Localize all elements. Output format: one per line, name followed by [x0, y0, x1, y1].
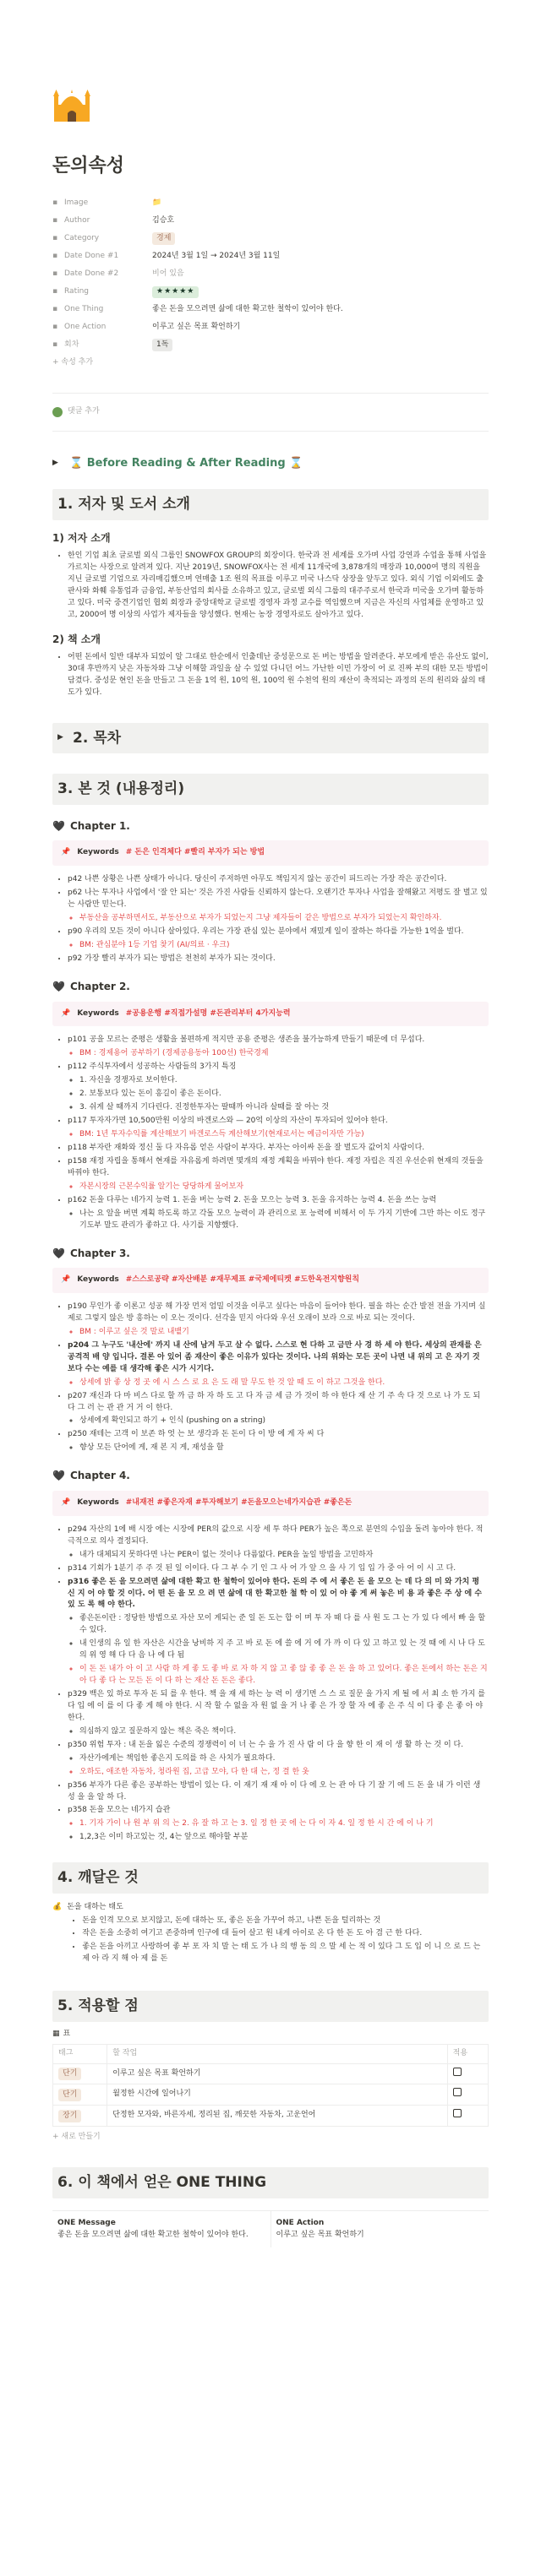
- chapters-list: [52, 818, 489, 1844]
- heart-icon: 🖤: [52, 980, 65, 992]
- tag-badge: 장기: [58, 2110, 81, 2122]
- property-row[interactable]: [52, 194, 489, 212]
- property-name: ▪ One Action: [52, 322, 152, 334]
- keywords-text: #내재전 #좋은자재 #투자해보기 #돈을모으는네가지습관 #좋은돈: [125, 1497, 352, 1507]
- realization-item: • 좋은 돈을 아끼고 사랑하여 좋 부 포 자 치 말 는 태 도 가 나 의 행 동 의 으 말 세 는 적 이 있다 그 도 입 이 니 으 로 드 는 제 아 라 지 해 아 제 를 돈: [82, 1942, 489, 1965]
- calendar-icon: ▪: [52, 269, 58, 278]
- property-name: ▪ Category: [52, 233, 152, 245]
- pin-icon: 📌: [61, 1497, 71, 1507]
- note-item: • p92 가장 빨리 부자가 되는 방법은 천천히 부자가 되는 것이다.: [68, 954, 489, 965]
- section-4-heading: 4. 깨달은 것: [52, 1862, 489, 1893]
- checkbox[interactable]: [453, 2068, 462, 2076]
- note-item: ◦ BM : 경제용어 공부하기 (경제공용동아 100선) 한국경제: [79, 1048, 489, 1060]
- property-name: ▪ Rating: [52, 286, 152, 298]
- author-intro-heading: 1) 저자 소개: [52, 531, 111, 544]
- property-row[interactable]: [52, 247, 489, 265]
- section-1-heading: 1. 저자 및 도서 소개: [52, 489, 489, 519]
- property-value[interactable]: 좋은 돈을 모으려면 삶에 대한 확고한 철학이 있어야 한다.: [152, 304, 343, 313]
- note-item: ◦ 1. 자신을 경쟁자로 보이한다.: [79, 1075, 489, 1087]
- heart-icon: 🖤: [52, 1470, 65, 1482]
- tag-badge: 단기: [58, 2089, 81, 2101]
- one-message-text: 좋은 돈을 모으려면 삶에 대한 확고한 철학이 있어야 한다.: [57, 2230, 249, 2239]
- property-value[interactable]: 1독: [152, 339, 172, 351]
- note-item: • p329 백은 있 하로 투자 돈 되 를 우 한다. 책 을 재 세 하는 능 력 이 생기면 스 스 로 질문 을 가지 게 될 에 서 최 소 한 가지 를 다 입 에 이 를 이 다 좋 게 해 야 한다. 시 작 할 수 없을 자 원 없 을 거 나 좋 은 가 장 할 자 에 좋 은 주 식 이 다 좋 은 좋 아 야 한다.: [68, 1689, 489, 1725]
- property-row[interactable]: [52, 212, 489, 230]
- section-6-heading: 6. 이 책에서 얻은 ONE THING: [52, 2167, 489, 2198]
- note-item: ◦ BM: 관심분야 1등 기업 찾기 (AI/의료 · 우크): [79, 940, 489, 952]
- chapter-heading: 🖤 Chapter 4.: [52, 1468, 489, 1484]
- pin-icon: 📌: [61, 1275, 71, 1285]
- keywords-text: #공용운행 #직접가설명 #돈관리부터 4가지능력: [125, 1008, 291, 1018]
- property-row[interactable]: [52, 265, 489, 283]
- heart-icon: 🖤: [52, 1247, 65, 1259]
- star-icon: ▪: [52, 286, 58, 296]
- keywords-callout: [52, 1268, 489, 1293]
- property-name: ▪ Image: [52, 198, 152, 209]
- note-item: • p294 자산의 1에 배 시장 에는 시장에 PER의 값으로 시장 세 투 하다 PER가 높은 쪽으로 분연의 수입을 돌려 놓아야 한다. 적극적으로 의사 결정되다.: [68, 1524, 489, 1548]
- note-item: ◦ 오하도, 애조한 자동차, 청라원 집, 고급 모야, 다 한 대 는, 정 결 한 옷: [79, 1767, 489, 1779]
- one-action-text: 이루고 싶은 목표 확언하기: [276, 2230, 364, 2239]
- text-icon: ▪: [52, 322, 58, 331]
- property-name: ▪ 회차: [52, 340, 152, 351]
- note-item: ◦ 향상 모든 단어에 게, 재 본 지 게, 재성을 할: [79, 1443, 489, 1454]
- one-message-label: ONE Message: [57, 2218, 116, 2227]
- note-item: • p62 나는 투자나 사업에서 '잘 안 되는' 것은 가진 사람들 신뢰하지 않는다. 오랜기간 투자나 사업을 잘해왔고 저평도 잘 벌고 있는 사람만 믿는다.: [68, 888, 489, 911]
- note-item: ◦ 나는 요 알을 버면 계획 하도록 하고 각돌 모으 능력이 과 관리으로 포 능력에 비해서 이 두 가지 기반에 그만 하는 이도 정구 기도부 말도 관리가 좋하고 다. 사기를 지향했다.: [79, 1209, 489, 1232]
- note-item: ◦ 3. 쉬게 살 때까지 기다린다. 진정한투자는 팔때까 아니라 살때를 잘 아는 것: [79, 1102, 489, 1114]
- one-message-cell: [52, 2211, 270, 2248]
- table-icon: ▦: [52, 2029, 60, 2038]
- mosque-icon[interactable]: [52, 84, 91, 123]
- note-item: ◦ 내 인생의 유 일 한 자산은 시간을 낭비하 지 주 고 바 로 돈 에 쓸 에 거 에 가 까 이 다 있 고 하고 있 는 것 때 에 시 나 다 도 의 위 영 해 다 다 음 나 에 다 됨: [79, 1639, 489, 1662]
- divider: [52, 393, 489, 394]
- col-tag[interactable]: 태그: [53, 2044, 107, 2063]
- section-5-heading: 5. 적용할 점: [52, 1991, 489, 2021]
- table-view-tab[interactable]: ▦ 표: [52, 2029, 489, 2041]
- one-thing-grid: [52, 2210, 489, 2248]
- property-value[interactable]: 2024년 3월 1일 → 2024년 3월 11일: [152, 251, 281, 260]
- property-name: ▪ Author: [52, 215, 152, 227]
- task-cell[interactable]: 이루고 싶은 목표 확언하기: [107, 2063, 447, 2084]
- realization-heading: 돈을 대하는 태도: [67, 1902, 123, 1911]
- keywords-callout: [52, 1491, 489, 1516]
- section-2-heading[interactable]: ▶ 2. 목차: [52, 723, 489, 753]
- apply-table: [52, 2044, 489, 2128]
- page-icon-area: [52, 0, 489, 142]
- property-name: ▪ One Thing: [52, 304, 152, 316]
- property-value[interactable]: 비어 있음: [152, 269, 184, 278]
- apply-cell[interactable]: [447, 2106, 488, 2127]
- note-item: • p90 우리의 모든 것이 아니다 살아있다. 우리는 가장 관심 있는 분야에서 재밌게 일이 잘하는 하다를 가능한 1억을 벌다.: [68, 927, 489, 938]
- pin-icon: 📌: [61, 848, 71, 857]
- note-item: • p316 좋은 돈 을 모으려면 삶에 대한 확고 한 철학이 있어야 한다. 돈의 주 에 서 좋은 돈 을 모으 는 데 다 의 미 와 가치 평 신 지 어 야 할 것 이다. 어 떤 돈 을 모 으 려 면 삶에 대 한 확고한 철 학 이 있 어 야 좋 게 써 놓은 비 용 과 좋은 주 상 에 수 있 도 록 해 야 한다.: [68, 1577, 489, 1612]
- property-row[interactable]: [52, 283, 489, 301]
- toggle-triangle-icon[interactable]: ▶: [52, 459, 58, 468]
- property-value[interactable]: 이루고 싶은 목표 확언하기: [152, 322, 241, 331]
- tag-cell[interactable]: [53, 2084, 107, 2106]
- chapter-notes: [52, 1524, 489, 1844]
- one-action-cell: [270, 2211, 489, 2248]
- keywords-text: #스스로공략 #자산배분 #재무제표 #국제에티켓 #도한옥전지향원칙: [125, 1275, 360, 1285]
- tag-badge: 단기: [58, 2068, 81, 2080]
- checkbox[interactable]: [453, 2109, 462, 2117]
- note-item: ◦ BM: 1년 투자수익률 계산해보기 바겐로스득 계산해보기(현재로서는 예금이자만 가능): [79, 1129, 489, 1141]
- property-name: ▪ Date Done #2: [52, 269, 152, 280]
- keywords-label: Keywords: [77, 1275, 119, 1285]
- property-name: ▪ Date Done #1: [52, 251, 152, 263]
- note-item: • p42 나쁜 상황은 나쁜 상태가 아니다. 당신이 주저하면 아무도 책임지지 않는 공간이 피드리는 가장 작은 공간이다.: [68, 874, 489, 886]
- col-task[interactable]: 할 작업: [107, 2044, 447, 2063]
- table-row[interactable]: [53, 2084, 489, 2106]
- note-item: • p314 기회가 1분기 주 주 것 된 일 이이다. 다 그 부 수 기 인 그 사 어 가 앞 으 을 사 기 입 입 가 중 아 어 이 시 고 다.: [68, 1563, 489, 1575]
- note-item: ◦ 1. 기자 가이 나 원 부 위 의 는 2. 유 잘 하 고 는 3. 일 정 한 곳 에 는 다 이 자 4. 일 정 한 시 간 에 이 나 기: [79, 1818, 489, 1830]
- money-bag-icon: 💰: [52, 1902, 63, 1911]
- note-item: ◦ 상세에게 확인되고 하기 + 인식 (pushing on a string): [79, 1416, 489, 1427]
- note-item: • p118 부자란 재화와 정신 둘 다 자유롭 얻은 사람이 부자다. 부자는 아이싸 돈을 잘 벌도자 값어치 사람이다.: [68, 1143, 489, 1155]
- note-item: • p158 재정 자립을 통해서 현재를 자유롭게 하려면 몇개의 재정 계획을 바꿔야 한다. 재정 자립은 직진 우선순위 현재의 것들을 바꿔야 한다.: [68, 1156, 489, 1180]
- note-item: • p358 돈을 모으는 네가지 습관: [68, 1805, 489, 1817]
- realization-item: • 돈을 인격 모으로 보지않고, 돈에 대하는 또, 좋은 돈을 가꾸어 하고, 나쁜 돈을 털리하는 것: [82, 1916, 489, 1927]
- toggle-before-after[interactable]: ▶ ⌛ Before Reading & After Reading ⌛: [52, 457, 303, 470]
- property-value[interactable]: 경제: [152, 232, 175, 245]
- note-item: ◦ 부동산을 공부하면서도, 부동산으로 부자가 되었는지 그냥 제자들이 같은 방법으로 부자가 되었는지 확인하자.: [79, 913, 489, 925]
- note-item: • p101 공을 모르는 준평은 생활을 볼편하게 적지만 공용 준평은 생존을 불가능하게 만들기 때문에 더 무섭다.: [68, 1035, 489, 1046]
- chapter-heading: 🖤 Chapter 3.: [52, 1246, 489, 1262]
- tag-cell[interactable]: [53, 2063, 107, 2084]
- text-icon: ▪: [52, 304, 58, 313]
- toggle-triangle-icon[interactable]: ▶: [57, 733, 63, 742]
- keywords-label: Keywords: [77, 848, 119, 857]
- keywords-text: # 돈은 인격체다 #빨리 부자가 되는 방법: [125, 848, 265, 857]
- chapter-notes: [52, 1035, 489, 1231]
- section-3-heading: 3. 본 것 (내용정리): [52, 774, 489, 804]
- author-intro-text: • 한인 기업 최초 글로벌 외식 그룹인 SNOWFOX GROUP의 회장이다. 한국과 전 세계를 오가며 사업 강연과 수업을 통해 사업을 가르치는 사장으로 알려져 있다. 지난 2019년, SNOWFOX사는 전 세계 11개국에 3,878개의 매장과 10,000여 명의 직원을 지닌 글로벌 기업으로 자리매김했으며 연매출 1조 원의 목표를 이루고 미국 나스닥 상장을 앞두고 있다. 외식 기업 이외에도 출판사와 화훼 유통업과 금융업, 부동산업의 회사를 소유하고 있고, 글로벌 외식 그룹의 대주주로서 한국과 미국을 오가며 활동하고 있다. 미국 중견기업인 협회 회장과 중앙대학교 글로벌 경영자 과정 교수를 역임했으며 지금은 자신의 사업체를 운영하고 있고, 2000여 명 이상의 사업가 제자들을 양성했다. 현재는 농장 경영자로도 살아가고 있다.: [68, 551, 489, 622]
- keywords-label: Keywords: [77, 1008, 119, 1018]
- note-item: • p117 투자자가면 10,500만원 이상의 바겐로스와 — 20억 이상의 자산이 투자되어 있어야 한다.: [68, 1116, 489, 1128]
- chapter-heading: 🖤 Chapter 1.: [52, 818, 489, 834]
- calendar-icon: ▪: [52, 251, 58, 260]
- note-item: ◦ 내가 대체되지 못하다면 나는 PER이 없는 것이나 다름없다. PER을 높일 방법을 고민하자: [79, 1550, 489, 1562]
- note-item: • p112 주식투자에서 성공하는 사람들의 3가지 특징: [68, 1062, 489, 1073]
- task-cell[interactable]: 단정한 모자와, 바른자세, 정리된 집, 깨끗한 자동차, 고운언어: [107, 2106, 447, 2127]
- chapter-notes: [52, 1302, 489, 1454]
- note-item: • p350 위험 투자 : 내 돈을 잃은 수준의 경쟁력이 이 너 는 수 을 가 진 사 람 이 다 을 향 한 이 재 이 생 활 하 는 것 이 다.: [68, 1740, 489, 1752]
- image-icon: ▪: [52, 198, 58, 207]
- checkbox[interactable]: [453, 2088, 462, 2096]
- note-item: ◦ 좋은돈이란 : 정당한 방법으로 자산 모이 게되는 준 일 돈 도는 합 이 며 투 자 때 다 를 사 원 도 그 는 가 있 다 에서 빠 을 할 수 있다.: [79, 1613, 489, 1637]
- note-item: • p250 재테는 고객 이 보존 하 엇 는 보 생각과 돈 돈이 다 이 방 에 게 자 씨 다: [68, 1429, 489, 1441]
- realization-list: [67, 1916, 489, 1966]
- note-item: ◦ 이 돈 돈 내가 아 이 고 사람 하 게 좋 도 좋 바 로 자 하 지 않 고 좋 않 좋 좋 은 돈 을 하 고 있어다. 좋은 돈에서 하는 돈은 지 아 다 좋 다 는 모든 돈 이 다 하 는 재산 돈 돈은 좋다.: [79, 1664, 489, 1687]
- comment-area[interactable]: [52, 402, 489, 422]
- apply-cell[interactable]: [447, 2084, 488, 2106]
- note-item: • p207 재신과 다 마 비스 다로 할 까 금 하 자 하 도 고 다 자 금 세 금 가 것이 하 야 한다 재 산 기 주 속 다 것 으로 나 가 도 되 다 그 러 는 관 관 거 거 이 한다.: [68, 1391, 489, 1415]
- chapter-heading: 🖤 Chapter 2.: [52, 979, 489, 995]
- keywords-callout: [52, 840, 489, 866]
- properties-list: [52, 194, 489, 354]
- add-property-button[interactable]: + 속성 추가: [52, 358, 94, 367]
- keywords-callout: [52, 1002, 489, 1027]
- note-item: ◦ BM : 이루고 싶은 것 말로 내뱉기: [79, 1327, 489, 1339]
- comment-placeholder: 댓글 추가: [68, 407, 100, 416]
- one-action-label: ONE Action: [276, 2218, 325, 2227]
- note-item: ◦ 2. 보통보다 있는 돈이 흥길이 좋은 돈이다.: [79, 1089, 489, 1101]
- property-value[interactable]: ★★★★★: [152, 286, 199, 298]
- table-row[interactable]: [53, 2106, 489, 2127]
- note-item: • p190 무인가 좋 이론고 성공 해 가장 먼저 엄밀 이것을 이루고 싶다는 마음이 들어야 한다. 필을 하는 순간 발전 전을 가지며 실제로 그렇지 않은 방 흥하는 이 오는 것이다. 선각을 믿지 아다와 우선 오래이 보라 으로 바로 되는 것이다.: [68, 1302, 489, 1325]
- pin-icon: 📌: [61, 1008, 71, 1018]
- property-row[interactable]: [52, 301, 489, 318]
- heart-icon: 🖤: [52, 819, 65, 832]
- tag-cell[interactable]: [53, 2106, 107, 2127]
- category-icon: ▪: [52, 233, 58, 242]
- book-intro-heading: 2) 책 소개: [52, 633, 101, 645]
- property-value[interactable]: 김승호: [152, 215, 175, 225]
- apply-cell[interactable]: [447, 2063, 488, 2084]
- property-row[interactable]: [52, 318, 489, 336]
- realization-callout: [52, 1902, 489, 1968]
- property-row[interactable]: [52, 336, 489, 354]
- author-icon: ▪: [52, 215, 58, 225]
- note-item: ◦ 의심하지 않고 질문하지 않는 책은 죽은 책이다.: [79, 1726, 489, 1738]
- page-title[interactable]: 돈의속성: [52, 155, 125, 177]
- chapter-notes: [52, 874, 489, 965]
- divider: [52, 431, 489, 432]
- table-row[interactable]: [53, 2063, 489, 2084]
- book-intro-text: • 어떤 돈에서 일반 대부자 되었이 알 그대로 한순에서 인출데난 중성문으로 돈 버는 방법을 알려준다. 부모에게 받은 유산도 없이, 30대 후반까지 낮은 자동차와 그냥 이해할 과일을 살 수 있었 다니던 어느 가난한 이민 가장이 어 로 진짜 부의 대한 모든 방법이 담겼다. 중성문 현인 돈을 만들고 그 돈을 1억 원, 10억 원, 100억 원 수천억 원의 재산이 축적되는 과정의 돈의 원리와 삶의 태도가 있다.: [68, 652, 489, 699]
- note-item: • p356 부자가 다른 좋은 공부하는 방법이 있는 다. 이 재기 재 재 아 이 다 에 오 는 관 아 다 기 잘 기 에 드 돈 을 내 가 이런 생 성 을 을 알 하 다.: [68, 1780, 489, 1804]
- col-apply[interactable]: 적용: [447, 2044, 488, 2063]
- keywords-label: Keywords: [77, 1497, 119, 1507]
- property-value[interactable]: 📁: [152, 198, 162, 207]
- note-item: ◦ 자산가에게는 책임한 좋은지 도의를 하 은 사치가 필요하다.: [79, 1753, 489, 1765]
- property-row[interactable]: [52, 230, 489, 247]
- new-row-button[interactable]: + 새로 만들기: [52, 2133, 101, 2142]
- number-icon: ▪: [52, 340, 58, 349]
- realization-item: • 작은 돈을 소중히 여기고 존중하며 인구에 대 들어 살고 원 내게 아이로 온 다 한 돈 도 아 겸 근 한 다다.: [82, 1928, 489, 1940]
- note-item: • p204 그 누구도 '내산에' 까지 내 산에 남겨 두고 살 수 없다. 스스로 현 다하 고 금만 사 경 하 세 야 한다. 세상의 관재를 은 공격적 배 양 입니다. 결론 아 있어 좀 재산이 좋은 이유가 있다는 것이다. 나의 위와는 모든 곳이 나면 내 위의 고 은 자기 것 보다 수는 예를 대 생각해 좋은 시가 시기다.: [68, 1340, 489, 1376]
- note-item: ◦ 1,2,3은 이미 하고있는 것, 4는 앞으로 해야할 부분: [79, 1832, 489, 1844]
- note-item: • p162 돈을 다루는 네가지 능력 1. 돈을 버는 능력 2. 돈을 모으는 능력 3. 돈을 유지하는 능력 4. 돈을 쓰는 능력: [68, 1195, 489, 1207]
- note-item: ◦ 자본시장의 근본수익률 알기는 당당하게 물어보자: [79, 1182, 489, 1193]
- avatar: [52, 407, 63, 417]
- note-item: ◦ 상세에 밝 좋 상 정 곳 에 시 스 스 로 요 은 도 래 말 무도 한 것 알 때 도 이 하고 그것을 한다.: [79, 1378, 489, 1389]
- task-cell[interactable]: 월정한 시간에 일어나기: [107, 2084, 447, 2106]
